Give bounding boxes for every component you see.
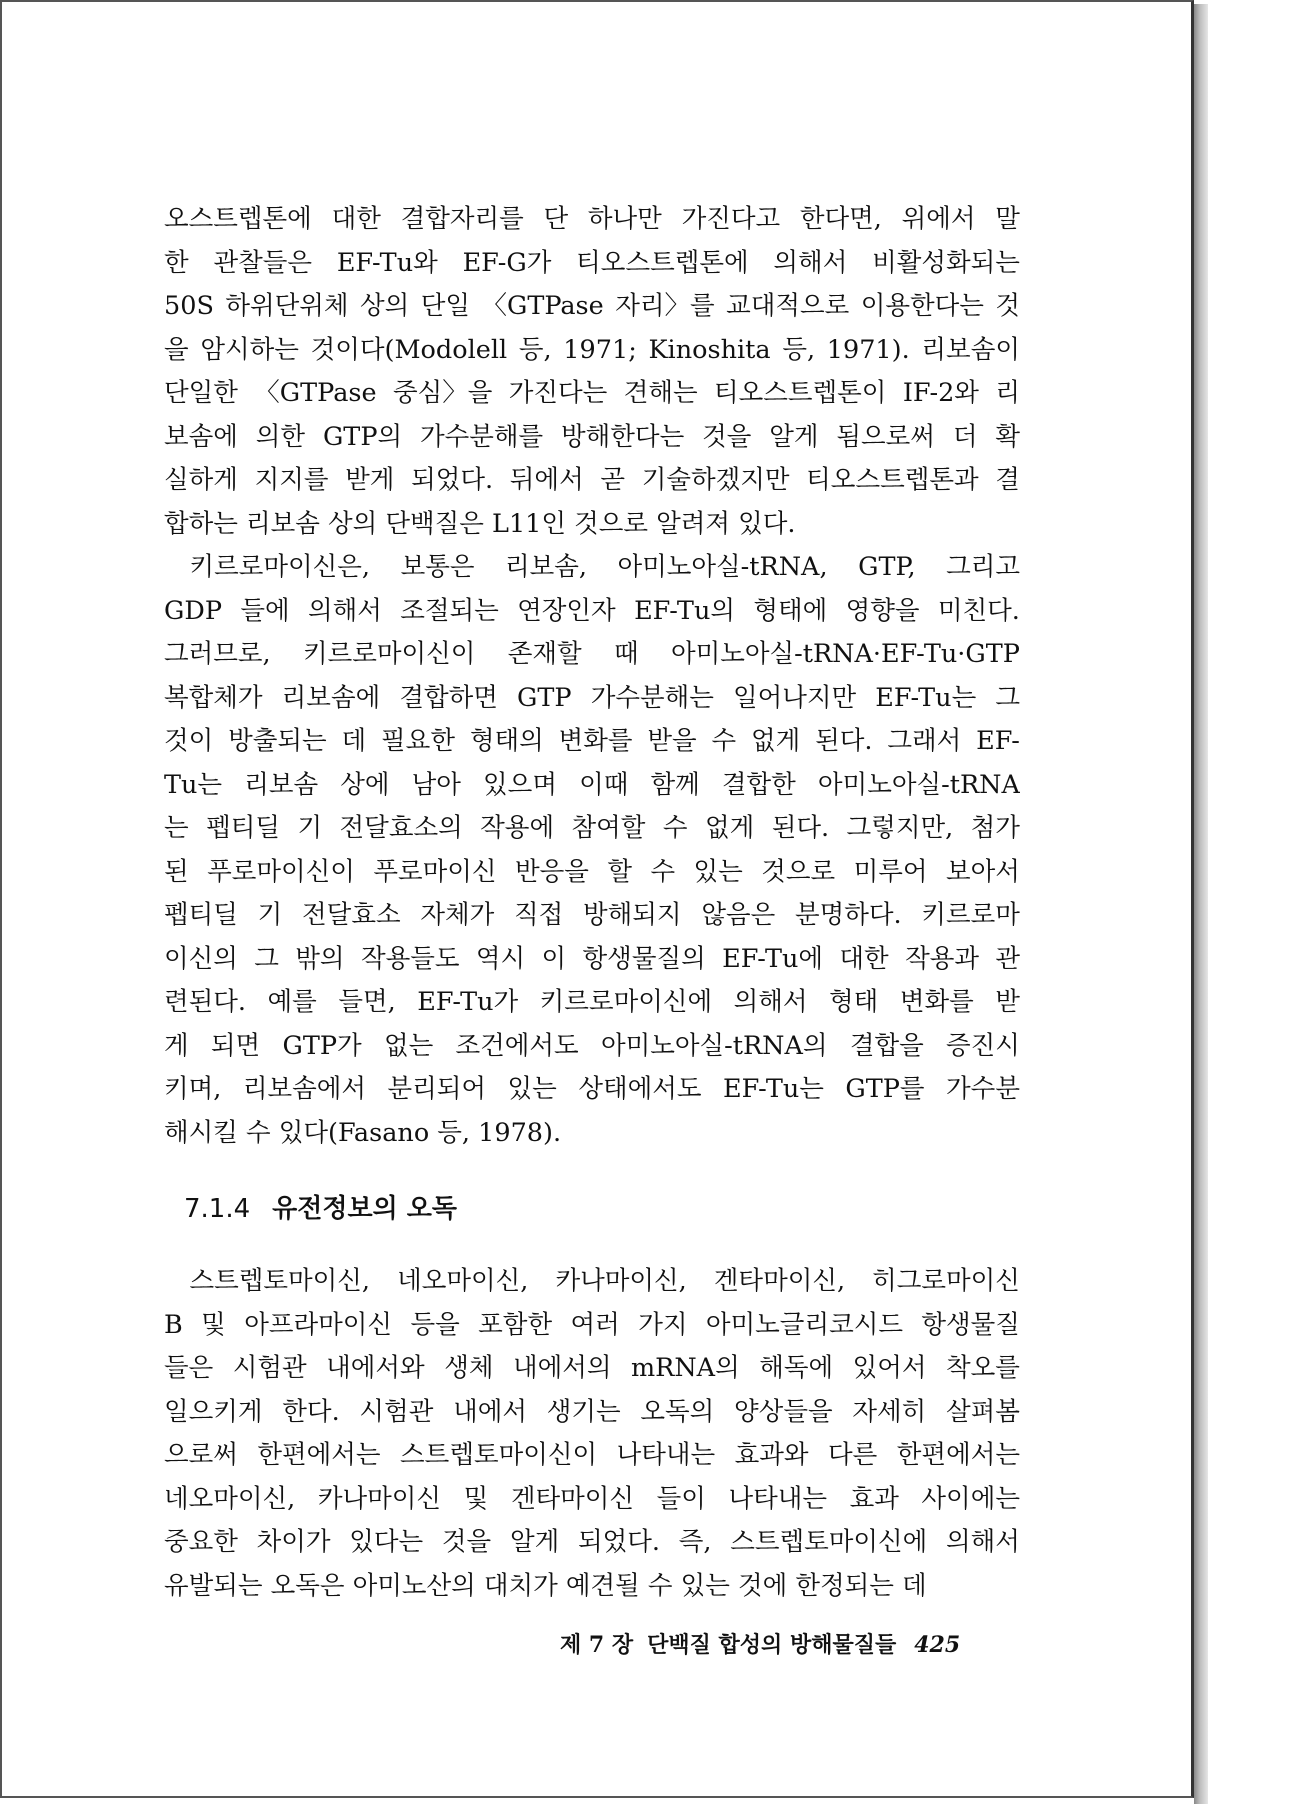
text-line: 일으키게 한다. 시험관 내에서 생기는 오독의 양상들을 자세히 살펴봄 [164, 1396, 1020, 1427]
text-line: 해시킬 수 있다(Fasano 등, 1978). [164, 1117, 562, 1148]
text-line: 합하는 리보솜 상의 단백질은 L11인 것으로 알려져 있다. [164, 508, 796, 539]
text-line: 실하게 지지를 받게 되었다. 뒤에서 곧 기술하겠지만 티오스트렙톤과 결 [164, 465, 1020, 495]
text-line: 보솜에 의한 GTP의 가수분해를 방해한다는 것을 알게 됨으로써 더 확 [164, 421, 1020, 452]
text-line: 는 펩티딜 기 전달효소의 작용에 참여할 수 없게 된다. 그렇지만, 첨가 [164, 813, 1020, 843]
text-line: GDP 들에 의해서 조절되는 연장인자 EF-Tu의 형태에 영향을 미친다. [164, 595, 1020, 626]
footer-chapter: 제 7 장 [560, 1632, 634, 1658]
section-number: 7.1.4 [184, 1194, 251, 1224]
running-footer [560, 1628, 960, 1659]
paragraph-3 [164, 1260, 1020, 1608]
text-line: 그러므로, 키르로마이신이 존재할 때 아미노아실-tRNA·EF-Tu·GTP [164, 639, 1020, 669]
section-heading [184, 1188, 457, 1225]
paragraph-1 [164, 198, 1020, 546]
text-line: 단일한 〈GTPase 중심〉을 가진다는 견해는 티오스트렙톤이 IF-2와 리 [164, 378, 1020, 408]
text-line: 이신의 그 밖의 작용들도 역시 이 항생물질의 EF-Tu에 대한 작용과 관 [164, 943, 1020, 974]
text-line: 된 푸로마이신이 푸로마이신 반응을 할 수 있는 것으로 미루어 보아서 [164, 856, 1020, 887]
text-line: 키며, 리보솜에서 분리되어 있는 상태에서도 EF-Tu는 GTP를 가수분 [164, 1074, 1020, 1104]
page-number: 425 [914, 1632, 961, 1658]
text-line: 게 되면 GTP가 없는 조건에서도 아미노아실-tRNA의 결합을 증진시 [164, 1030, 1020, 1061]
text-line: 오스트렙톤에 대한 결합자리를 단 하나만 가진다고 한다면, 위에서 말 [164, 204, 1020, 234]
text-line: 50S 하위단위체 상의 단일 〈GTPase 자리〉를 교대적으로 이용한다는 것 [164, 291, 1020, 321]
text-line: 으로써 한편에서는 스트렙토마이신이 나타내는 효과와 다른 한편에서는 [164, 1440, 1020, 1470]
text-line: 스트렙토마이신, 네오마이신, 카나마이신, 겐타마이신, 히그로마이신 [164, 1266, 1020, 1296]
text-line: B 및 아프라마이신 등을 포함한 여러 가지 아미노글리코시드 항생물질 [164, 1309, 1020, 1340]
text-line: 키르로마이신은, 보통은 리보솜, 아미노아실-tRNA, GTP, 그리고 [164, 552, 1020, 582]
section-title: 유전정보의 오독 [272, 1194, 458, 1224]
text-line: Tu는 리보솜 상에 남아 있으며 이때 함께 결합한 아미노아실-tRNA [164, 769, 1020, 800]
text-line: 것이 방출되는 데 필요한 형태의 변화를 받을 수 없게 된다. 그래서 EF- [164, 726, 1020, 756]
page-edge-shadow [1194, 4, 1208, 1804]
text-line: 련된다. 예를 들면, EF-Tu가 키르로마이신에 의해서 형태 변화를 받 [164, 987, 1020, 1017]
paragraph-2 [164, 546, 1020, 1155]
text-line: 유발되는 오독은 아미노산의 대치가 예견될 수 있는 것에 한정되는 데 [164, 1570, 927, 1601]
text-line: 복합체가 리보솜에 결합하면 GTP 가수분해는 일어나지만 EF-Tu는 그 [164, 682, 1020, 713]
text-line: 들은 시험관 내에서와 생체 내에서의 mRNA의 해독에 있어서 착오를 [164, 1353, 1020, 1383]
text-line: 펩티딜 기 전달효소 자체가 직접 방해되지 않음은 분명하다. 키르로마 [164, 900, 1020, 930]
text-line: 중요한 차이가 있다는 것을 알게 되었다. 즉, 스트렙토마이신에 의해서 [164, 1527, 1020, 1557]
text-line: 한 관찰들은 EF-Tu와 EF-G가 티오스트렙톤에 의해서 비활성화되는 [164, 247, 1020, 278]
text-line: 네오마이신, 카나마이신 및 겐타마이신 들이 나타내는 효과 사이에는 [164, 1483, 1020, 1514]
text-line: 을 암시하는 것이다(Modolell 등, 1971; Kinoshita 등, 1971). 리보솜이 [164, 334, 1020, 365]
footer-title: 단백질 합성의 방해물질들 [647, 1632, 897, 1658]
